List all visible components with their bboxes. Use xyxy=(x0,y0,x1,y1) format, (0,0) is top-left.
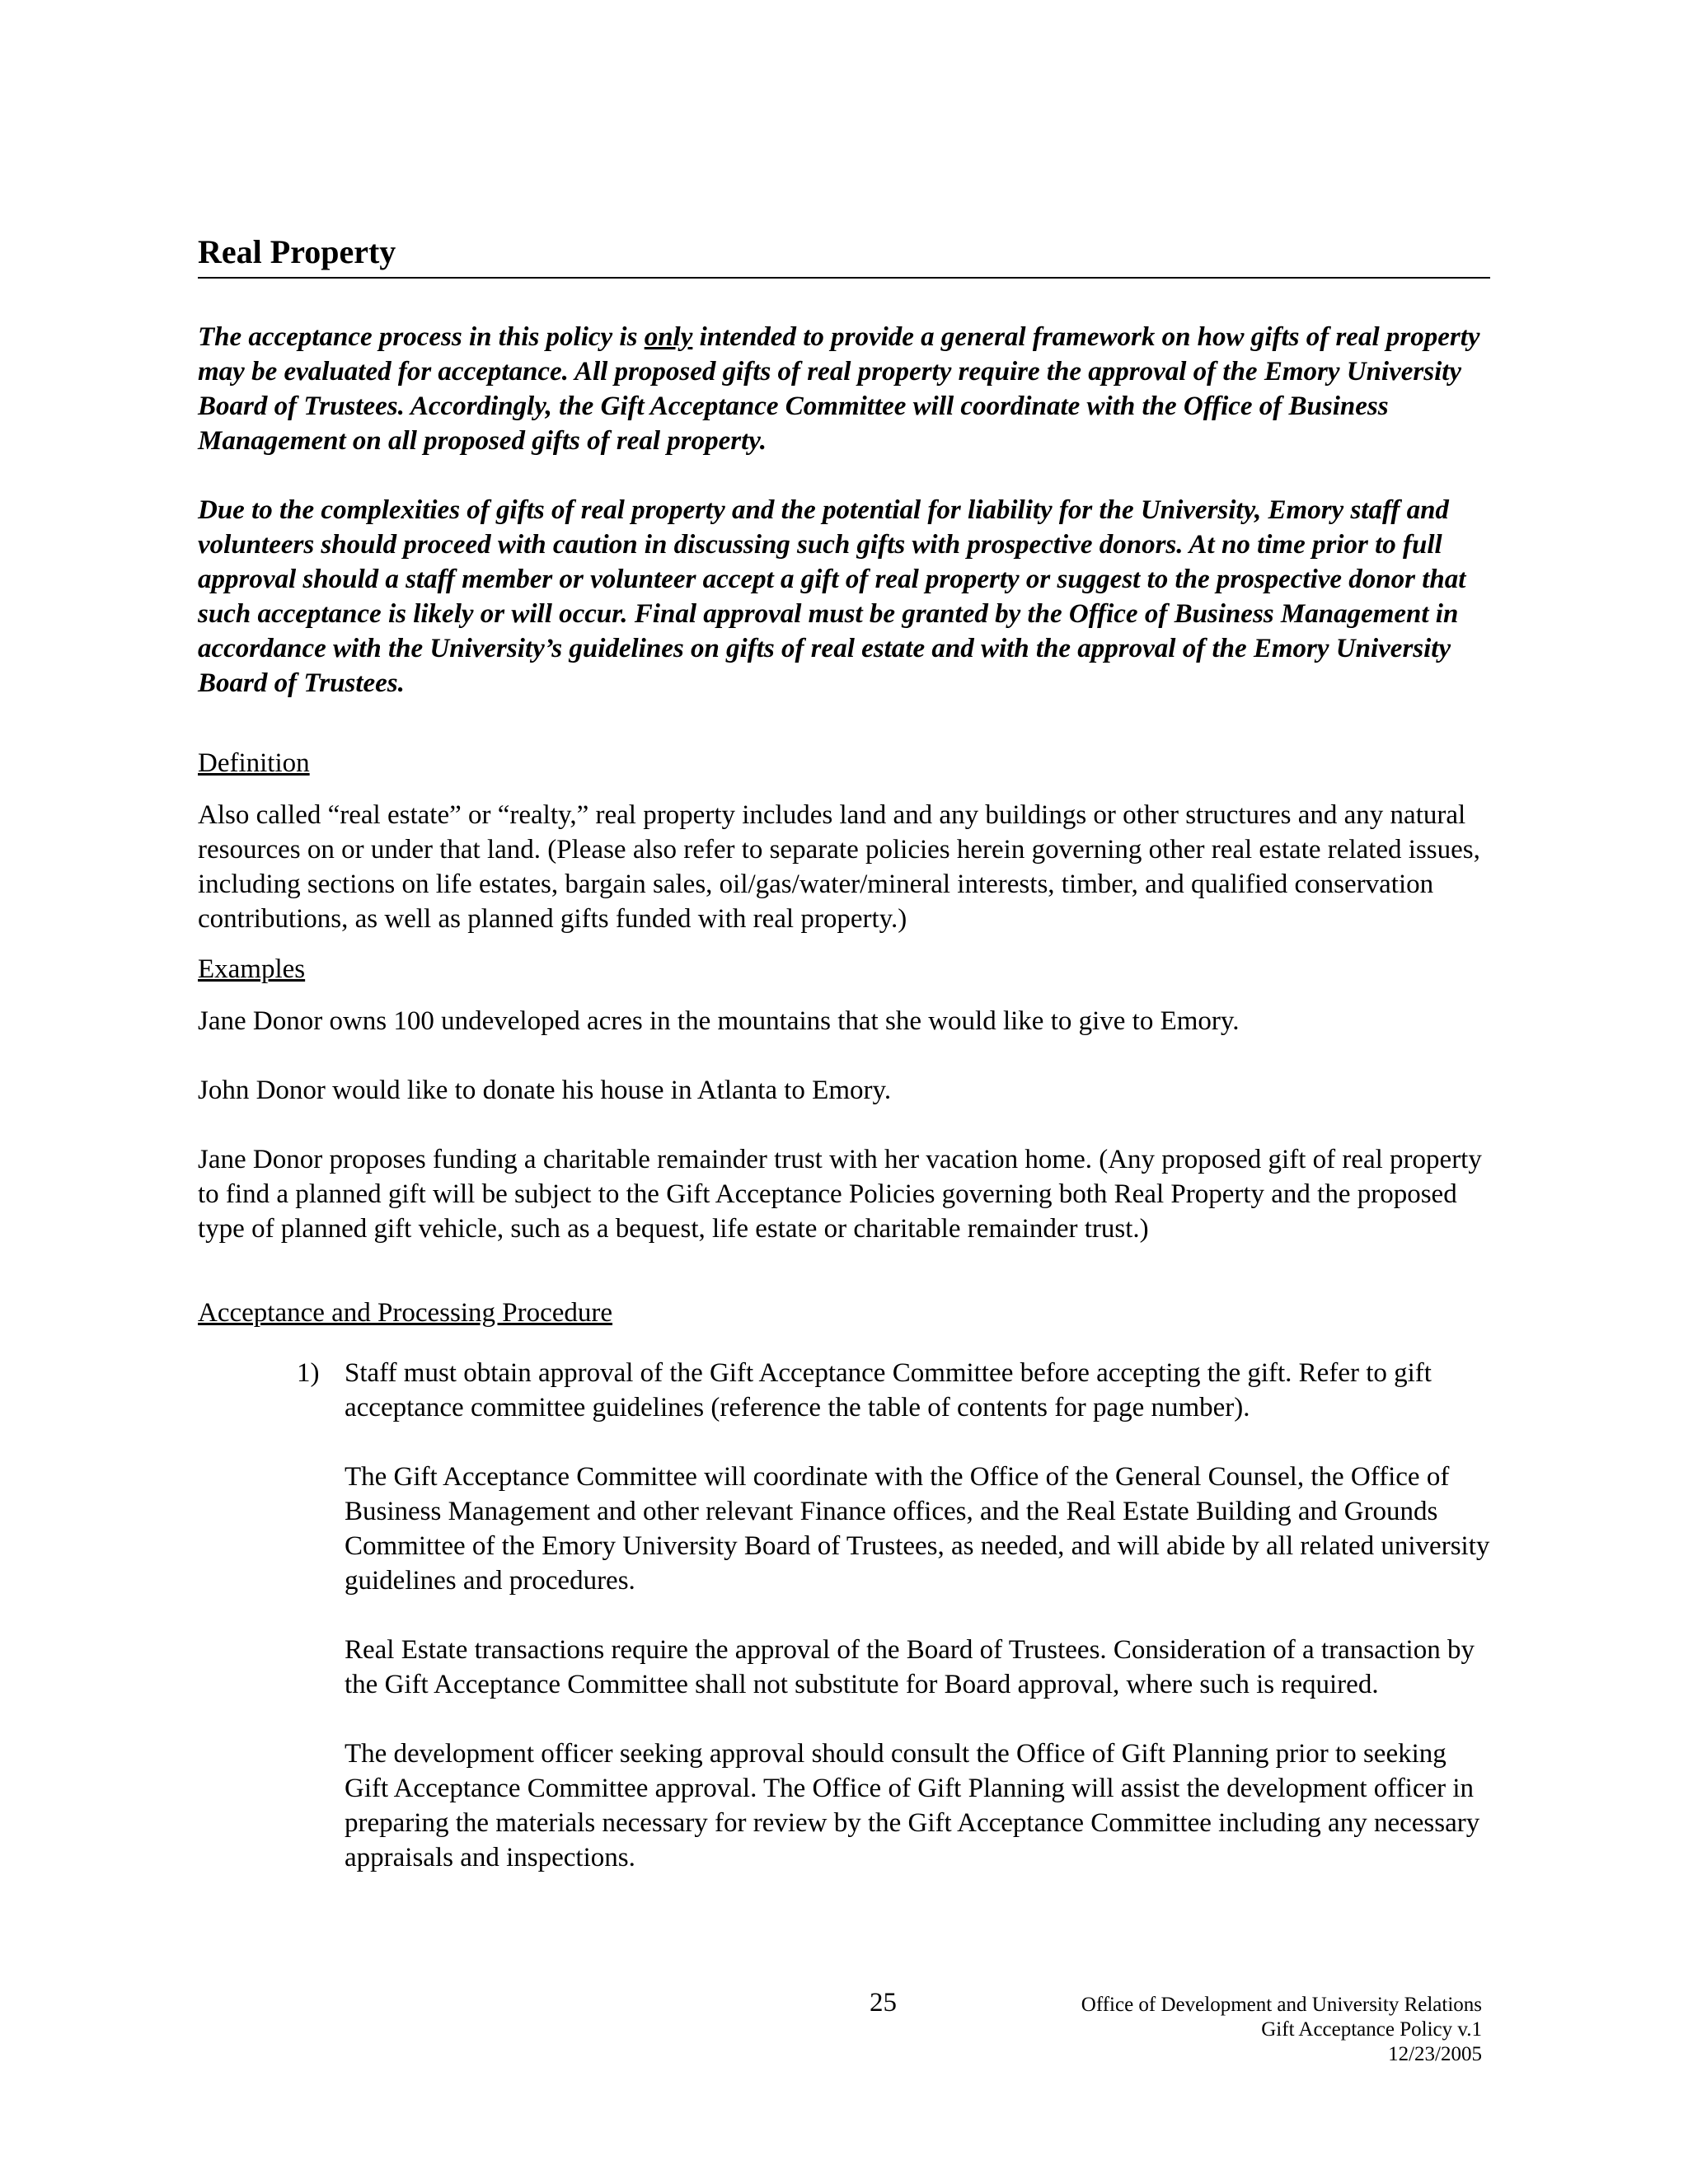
page-title: Real Property xyxy=(198,231,1490,279)
intro-p1-emphasis: only xyxy=(644,322,693,352)
procedure-heading: Acceptance and Processing Procedure xyxy=(198,1298,613,1328)
intro-paragraph-1 xyxy=(198,320,1488,458)
example-item-3: Jane Donor proposes funding a charitable remainder trust with her vacation home. (Any proposed gift of real property to find a planned gift will be subject to the Gift Acceptance Policies governing both Real Property and the proposed type of planned gift vehicle, such as a bequest, life estate or charitable remainder trust.) xyxy=(198,1145,1482,1244)
procedure-paragraph-4: The development officer seeking approval should consult the Office of Gift Planning prior to seeking Gift Acceptance Committee approval. The Office of Gift Planning will assist the development officer in preparing the materials necessary for review by the Gift Acceptance Committee including any necessary appraisals and inspections. xyxy=(345,1739,1480,1872)
footer-policy-version: Gift Acceptance Policy v.1 xyxy=(1261,2018,1482,2041)
footer-office: Office of Development and University Relations xyxy=(1081,1994,1482,2016)
intro-section xyxy=(198,320,1488,735)
examples-heading: Examples xyxy=(198,954,306,984)
procedure-paragraph-2: The Gift Acceptance Committee will coordinate with the Office of the General Counsel, the Office of Business Management and other relevant Finance offices, and the Real Estate Building and Grounds Committee of the Emory University Board of Trustees, as needed, and will abide by all related university guidelines and procedures. xyxy=(345,1462,1490,1596)
procedure-item-number: 1) xyxy=(297,1358,320,1388)
page-number: 25 xyxy=(870,1988,897,2018)
procedure-paragraph-3: Real Estate transactions require the approval of the Board of Trustees. Consideration of a transaction by the Gift Acceptance Committee shall not substitute for Board approval, where such is required. xyxy=(345,1635,1475,1699)
intro-paragraph-2: Due to the complexities of gifts of real property and the potential for liability for the University, Emory staff and volunteers should proceed with caution in discussing such gifts with prospective donors. At no time prior to full approval should a staff member or volunteer accept a gift of real property or suggest to the prospective donor that such acceptance is likely or will occur. Final approval must be granted by the Office of Business Management in accordance with the University’s guidelines on gifts of real estate and with the approval of the Emory University Board of Trustees. xyxy=(198,495,1466,698)
definition-text: Also called “real estate” or “realty,” real property includes land and any buildings or other structures and any natural resources on or under that land. (Please also refer to separate policies herein governing other real estate related issues, including sections on life estates, bargain sales, oil/gas/water/mineral interests, timber, and qualified conservation contributions, as well as planned gifts funded with real property.) xyxy=(198,800,1480,934)
example-item-1: Jane Donor owns 100 undeveloped acres in the mountains that she would like to give to Emory. xyxy=(198,1006,1240,1036)
procedure-item-1 xyxy=(198,1356,1490,1875)
document-page xyxy=(198,0,1490,2184)
intro-p1-before: The acceptance process in this policy is xyxy=(198,322,645,352)
intro-p1-after: intended to provide a general framework on how gifts of real property may be evaluated for acceptance. All proposed gifts of real property require the approval of the Emory University Board of Trustees. Accordingly, the Gift Acceptance Committee will coordinate with the Office of Business Management on all proposed gifts of real property. xyxy=(198,322,1480,456)
procedure-paragraph-1: Staff must obtain approval of the Gift Acceptance Committee before accepting the gift. Refer to gift acceptance committee guidelines (reference the table of contents for page number). xyxy=(345,1358,1432,1422)
footer-info xyxy=(1081,1993,1482,2067)
example-item-2: John Donor would like to donate his house in Atlanta to Emory. xyxy=(198,1076,892,1105)
definition-heading: Definition xyxy=(198,748,310,778)
footer-date: 12/23/2005 xyxy=(1388,2043,1482,2065)
procedure-list xyxy=(198,1356,1490,1910)
